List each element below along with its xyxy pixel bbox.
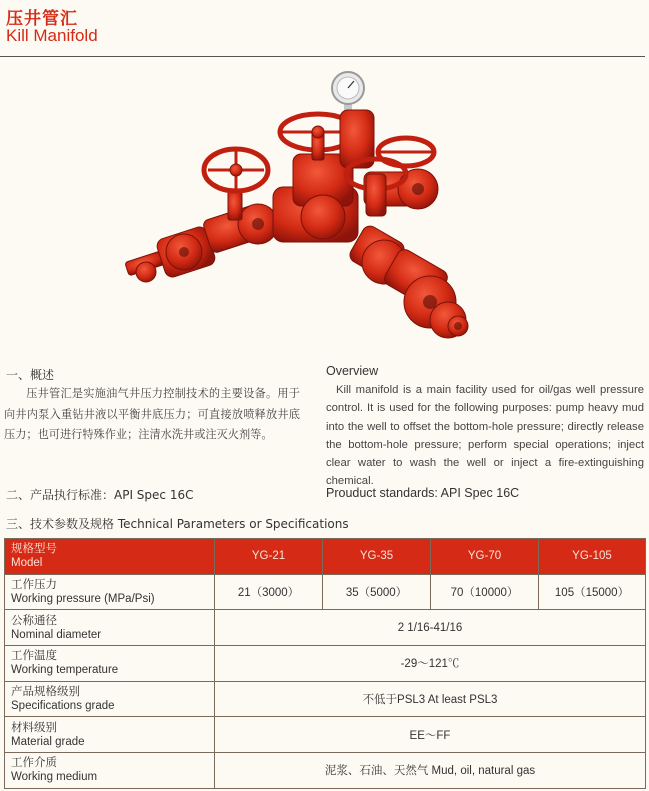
kill-manifold-photo — [118, 62, 488, 354]
row-label-en: Material grade — [11, 735, 85, 748]
spec-heading: 三、技术参数及规格 Technical Parameters or Specifications — [6, 517, 349, 531]
overview-text-en — [326, 381, 644, 491]
model-cell: YG-70 — [431, 539, 539, 575]
standard-en: Prouduct standards: API Spec 16C — [326, 486, 520, 500]
row-label-en: Working temperature — [11, 664, 119, 677]
material-value: EE～FF — [215, 717, 646, 753]
row-label-cn: 公称通径 — [11, 614, 57, 627]
table-row — [5, 646, 646, 682]
pressure-cell: 105（15000） — [539, 574, 646, 610]
standard-cn: 二、产品执行标准：API Spec 16C — [6, 488, 194, 502]
model-cell: YG-105 — [539, 539, 646, 575]
table-row — [5, 610, 646, 646]
row-label-en: Working pressure (MPa/Psi) — [11, 593, 155, 606]
model-cell: YG-35 — [323, 539, 431, 575]
overview-text-cn — [4, 384, 300, 446]
page-title-cn: 压井管汇 — [6, 9, 78, 29]
row-label-cn: 工作温度 — [11, 650, 57, 663]
row-label-en: Specifications grade — [11, 700, 115, 713]
row-label-cn: 产品规格级别 — [11, 686, 80, 699]
diameter-value: 2 1/16-41/16 — [215, 610, 646, 646]
row-label — [5, 574, 215, 610]
row-label — [5, 753, 215, 789]
row-label-en: Nominal diameter — [11, 628, 102, 641]
row-label-cn: 工作压力 — [11, 579, 57, 592]
pressure-cell: 21（3000） — [215, 574, 323, 610]
model-cell: YG-21 — [215, 539, 323, 575]
table-row — [5, 717, 646, 753]
header-label-cn: 规格型号 — [11, 543, 57, 556]
page-title-en: Kill Manifold — [6, 26, 98, 45]
header-label-en: Model — [11, 557, 43, 570]
temperature-value: -29～121℃ — [215, 646, 646, 682]
row-label-cn: 工作介质 — [11, 757, 57, 770]
overview-heading-cn: 一、概述 — [6, 368, 55, 382]
pressure-cell: 70（10000） — [431, 574, 539, 610]
table-row — [5, 681, 646, 717]
row-label-cn: 材料级别 — [11, 721, 57, 734]
table-header-row — [5, 539, 646, 575]
row-label — [5, 610, 215, 646]
pressure-cell: 35（5000） — [323, 574, 431, 610]
table-row — [5, 574, 646, 610]
row-label — [5, 646, 215, 682]
spec-table — [4, 538, 646, 789]
spec-grade-value: 不低于PSL3 At least PSL3 — [215, 681, 646, 717]
overview-text-en-body: Kill manifold is a main facility used for oil/gas well pressure control. It is used for the following purposes: pump heavy mud into the well to offset the bottom-hole pressure; directly release the bottom-hole pressure; perform special operations; inject clear water to wash the well or inject a fire-extinguishing chemical. — [326, 384, 644, 488]
medium-value: 泥浆、石油、天然气 Mud, oil, natural gas — [215, 753, 646, 789]
table-row — [5, 753, 646, 789]
row-label-en: Working medium — [11, 771, 98, 784]
row-label — [5, 717, 215, 753]
header-divider — [0, 56, 645, 57]
overview-text-cn-body: 压井管汇是实施油气井压力控制技术的主要设备。用于向井内泵入重钻井液以平衡井底压力；可直接放喷释放井底压力；也可进行特殊作业；注清水洗井或注灭火剂等。 — [4, 387, 300, 441]
row-label — [5, 681, 215, 717]
overview-heading-en: Overview — [326, 364, 379, 378]
header-label-cell — [5, 539, 215, 575]
